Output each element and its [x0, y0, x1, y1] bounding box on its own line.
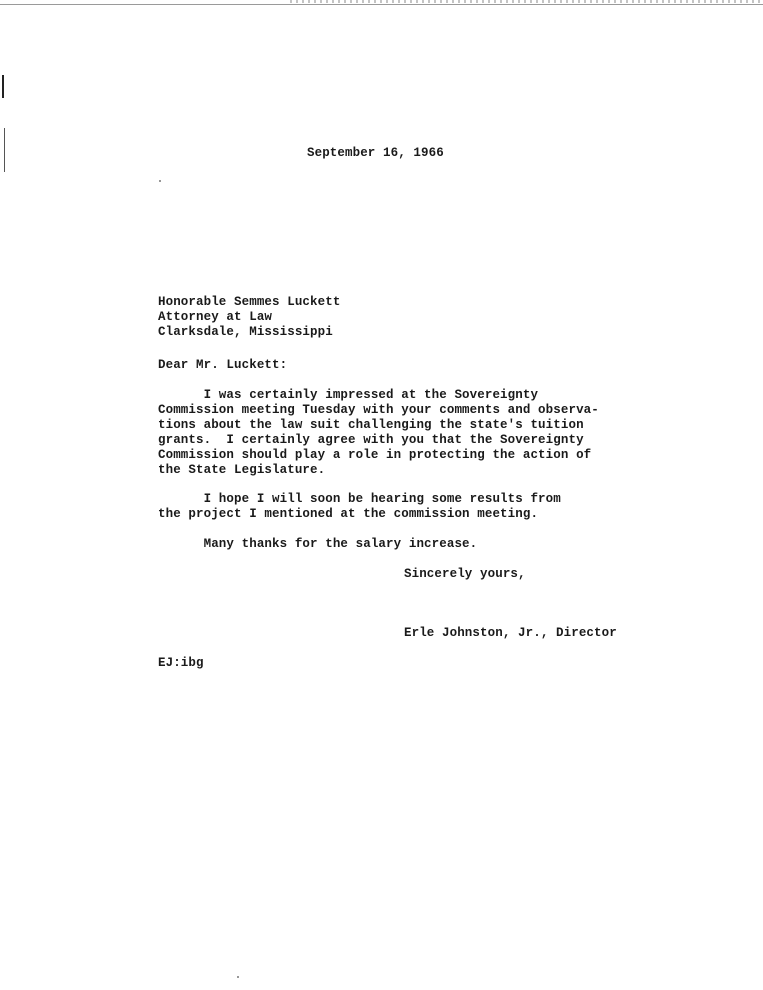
paragraph-line: the State Legislature. [158, 463, 326, 477]
scan-edge-line [0, 4, 763, 5]
body-paragraph-2 [158, 492, 561, 522]
body-paragraph-3: Many thanks for the salary increase. [158, 537, 478, 551]
scan-speck [159, 180, 161, 182]
closing: Sincerely yours, [404, 567, 526, 581]
reference-initials: EJ:ibg [158, 656, 204, 670]
recipient-address [158, 295, 340, 340]
signature-block: Erle Johnston, Jr., Director [404, 626, 617, 640]
scan-margin-mark [2, 75, 4, 98]
scan-speck [237, 976, 239, 978]
paragraph-line: I hope I will soon be hearing some results from [158, 492, 561, 506]
paragraph-line: grants. I certainly agree with you that the Sovereignty [158, 433, 584, 447]
paragraph-line: tions about the law suit challenging the state's tuition [158, 418, 584, 432]
scan-edge-dots [290, 0, 763, 3]
recipient-title: Attorney at Law [158, 310, 273, 324]
scan-margin-mark [4, 128, 5, 172]
body-paragraph-1 [158, 388, 599, 478]
recipient-city: Clarksdale, Mississippi [158, 325, 333, 339]
salutation: Dear Mr. Luckett: [158, 358, 288, 372]
paragraph-line: Commission meeting Tuesday with your comments and observa- [158, 403, 599, 417]
letter-date: September 16, 1966 [307, 146, 444, 160]
recipient-name: Honorable Semmes Luckett [158, 295, 341, 309]
paragraph-line: Commission should play a role in protecting the action of [158, 448, 592, 462]
paragraph-line: I was certainly impressed at the Sovereignty [158, 388, 539, 402]
paragraph-line: the project I mentioned at the commission meeting. [158, 507, 539, 521]
